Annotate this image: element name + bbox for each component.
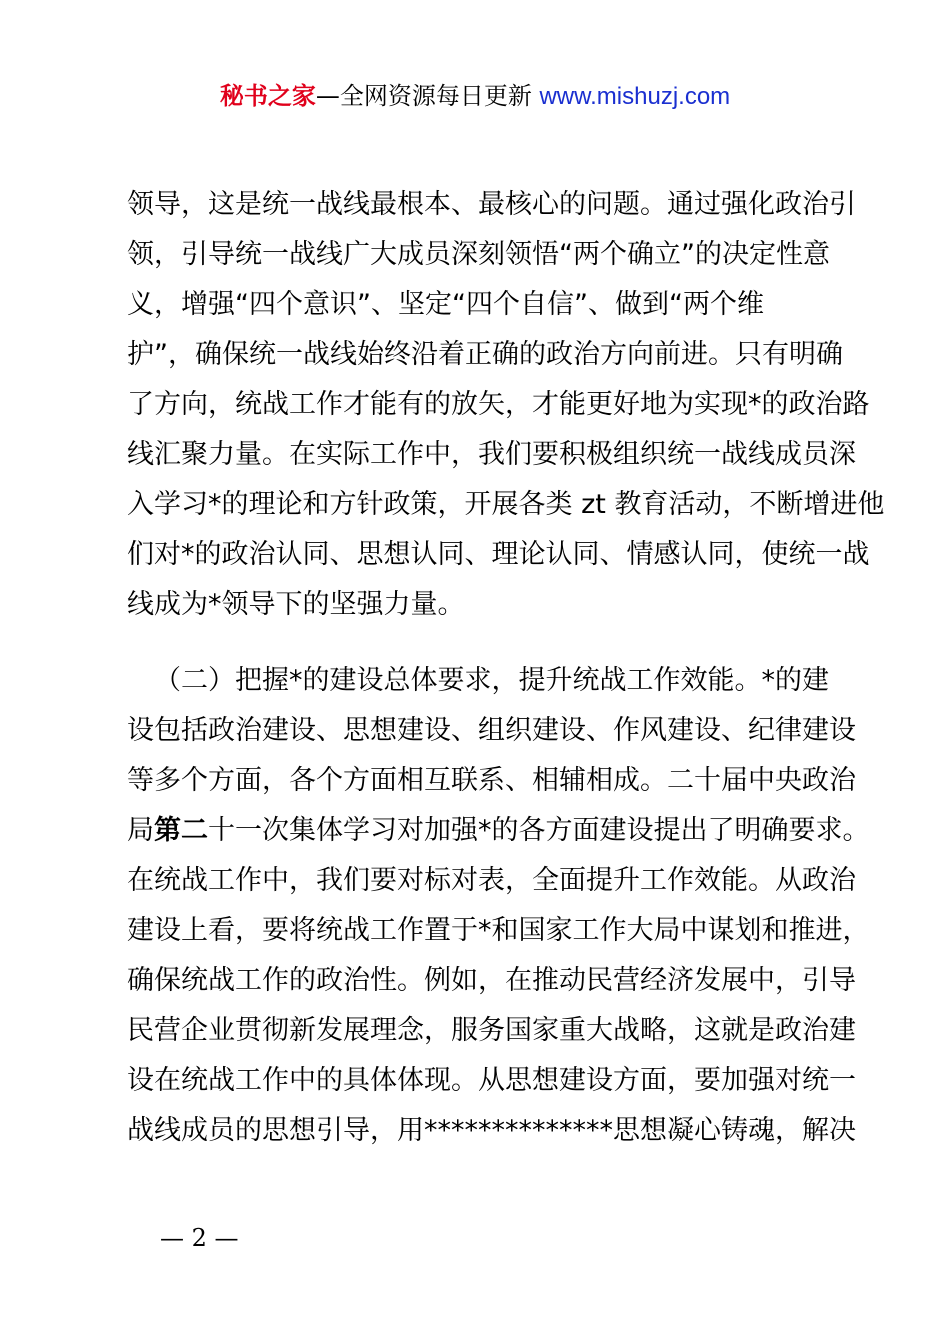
site-header <box>0 80 950 113</box>
paragraph-1 <box>127 180 885 630</box>
paragraph-2 <box>127 656 870 1156</box>
text-segment: 十一次集体学习对加强*的各方面建设提出了明确要求。 <box>208 815 870 846</box>
text-line: 们对*的政治认同、思想认同、理论认同、情感认同，使统一战 <box>127 539 870 570</box>
text-line: 线成为*领导下的坚强力量。 <box>127 589 465 620</box>
text-line: 确保统战工作的政治性。例如，在推动民营经济发展中，引导 <box>127 965 856 996</box>
text-line: 领导，这是统一战线最根本、最核心的问题。通过强化政治引 <box>127 189 856 220</box>
text-line: 义，增强“四个意识”、坚定“四个自信”、做到“两个维 <box>127 289 764 320</box>
text-line: 等多个方面，各个方面相互联系、相辅相成。二十届中央政治 <box>127 765 856 796</box>
paragraph-gap <box>127 630 847 656</box>
text-line: 护”，确保统一战线始终沿着正确的政治方向前进。只有明确 <box>127 339 843 370</box>
text-line: 线汇聚力量。在实际工作中，我们要积极组织统一战线成员深 <box>127 439 856 470</box>
text-line <box>127 806 870 856</box>
text-line: 了方向，统战工作才能有的放矢，才能更好地为实现*的政治路 <box>127 389 870 420</box>
text-line: 设在统战工作中的具体体现。从思想建设方面，要加强对统一 <box>127 1065 856 1096</box>
text-line: （二）把握*的建设总体要求，提升统战工作效能。*的建 <box>154 665 829 696</box>
brand-name: 秘书之家 <box>219 82 316 110</box>
text-segment: 局 <box>127 815 154 846</box>
text-line: 领，引导统一战线广大成员深刻领悟“两个确立”的决定性意 <box>127 239 830 270</box>
text-line: 设包括政治建设、思想建设、组织建设、作风建设、纪律建设 <box>127 715 856 746</box>
document-body <box>127 180 885 1156</box>
header-slogan: —全网资源每日更新 <box>315 82 532 110</box>
bold-text-segment: 第二 <box>154 815 208 846</box>
text-line: 入学习*的理论和方针政策，开展各类 zt 教育活动，不断增进他 <box>127 489 885 520</box>
text-line: 在统战工作中，我们要对标对表，全面提升工作效能。从政治 <box>127 865 856 896</box>
text-line: 民营企业贯彻新发展理念，服务国家重大战略，这就是政治建 <box>127 1015 856 1046</box>
text-line: 战线成员的思想引导，用**************思想凝心铸魂，解决 <box>127 1115 856 1146</box>
page-number: — 2 — <box>160 1224 239 1252</box>
site-url-link[interactable]: www.mishuzj.com <box>539 83 731 110</box>
text-line: 建设上看，要将统战工作置于*和国家工作大局中谋划和推进， <box>127 915 870 946</box>
